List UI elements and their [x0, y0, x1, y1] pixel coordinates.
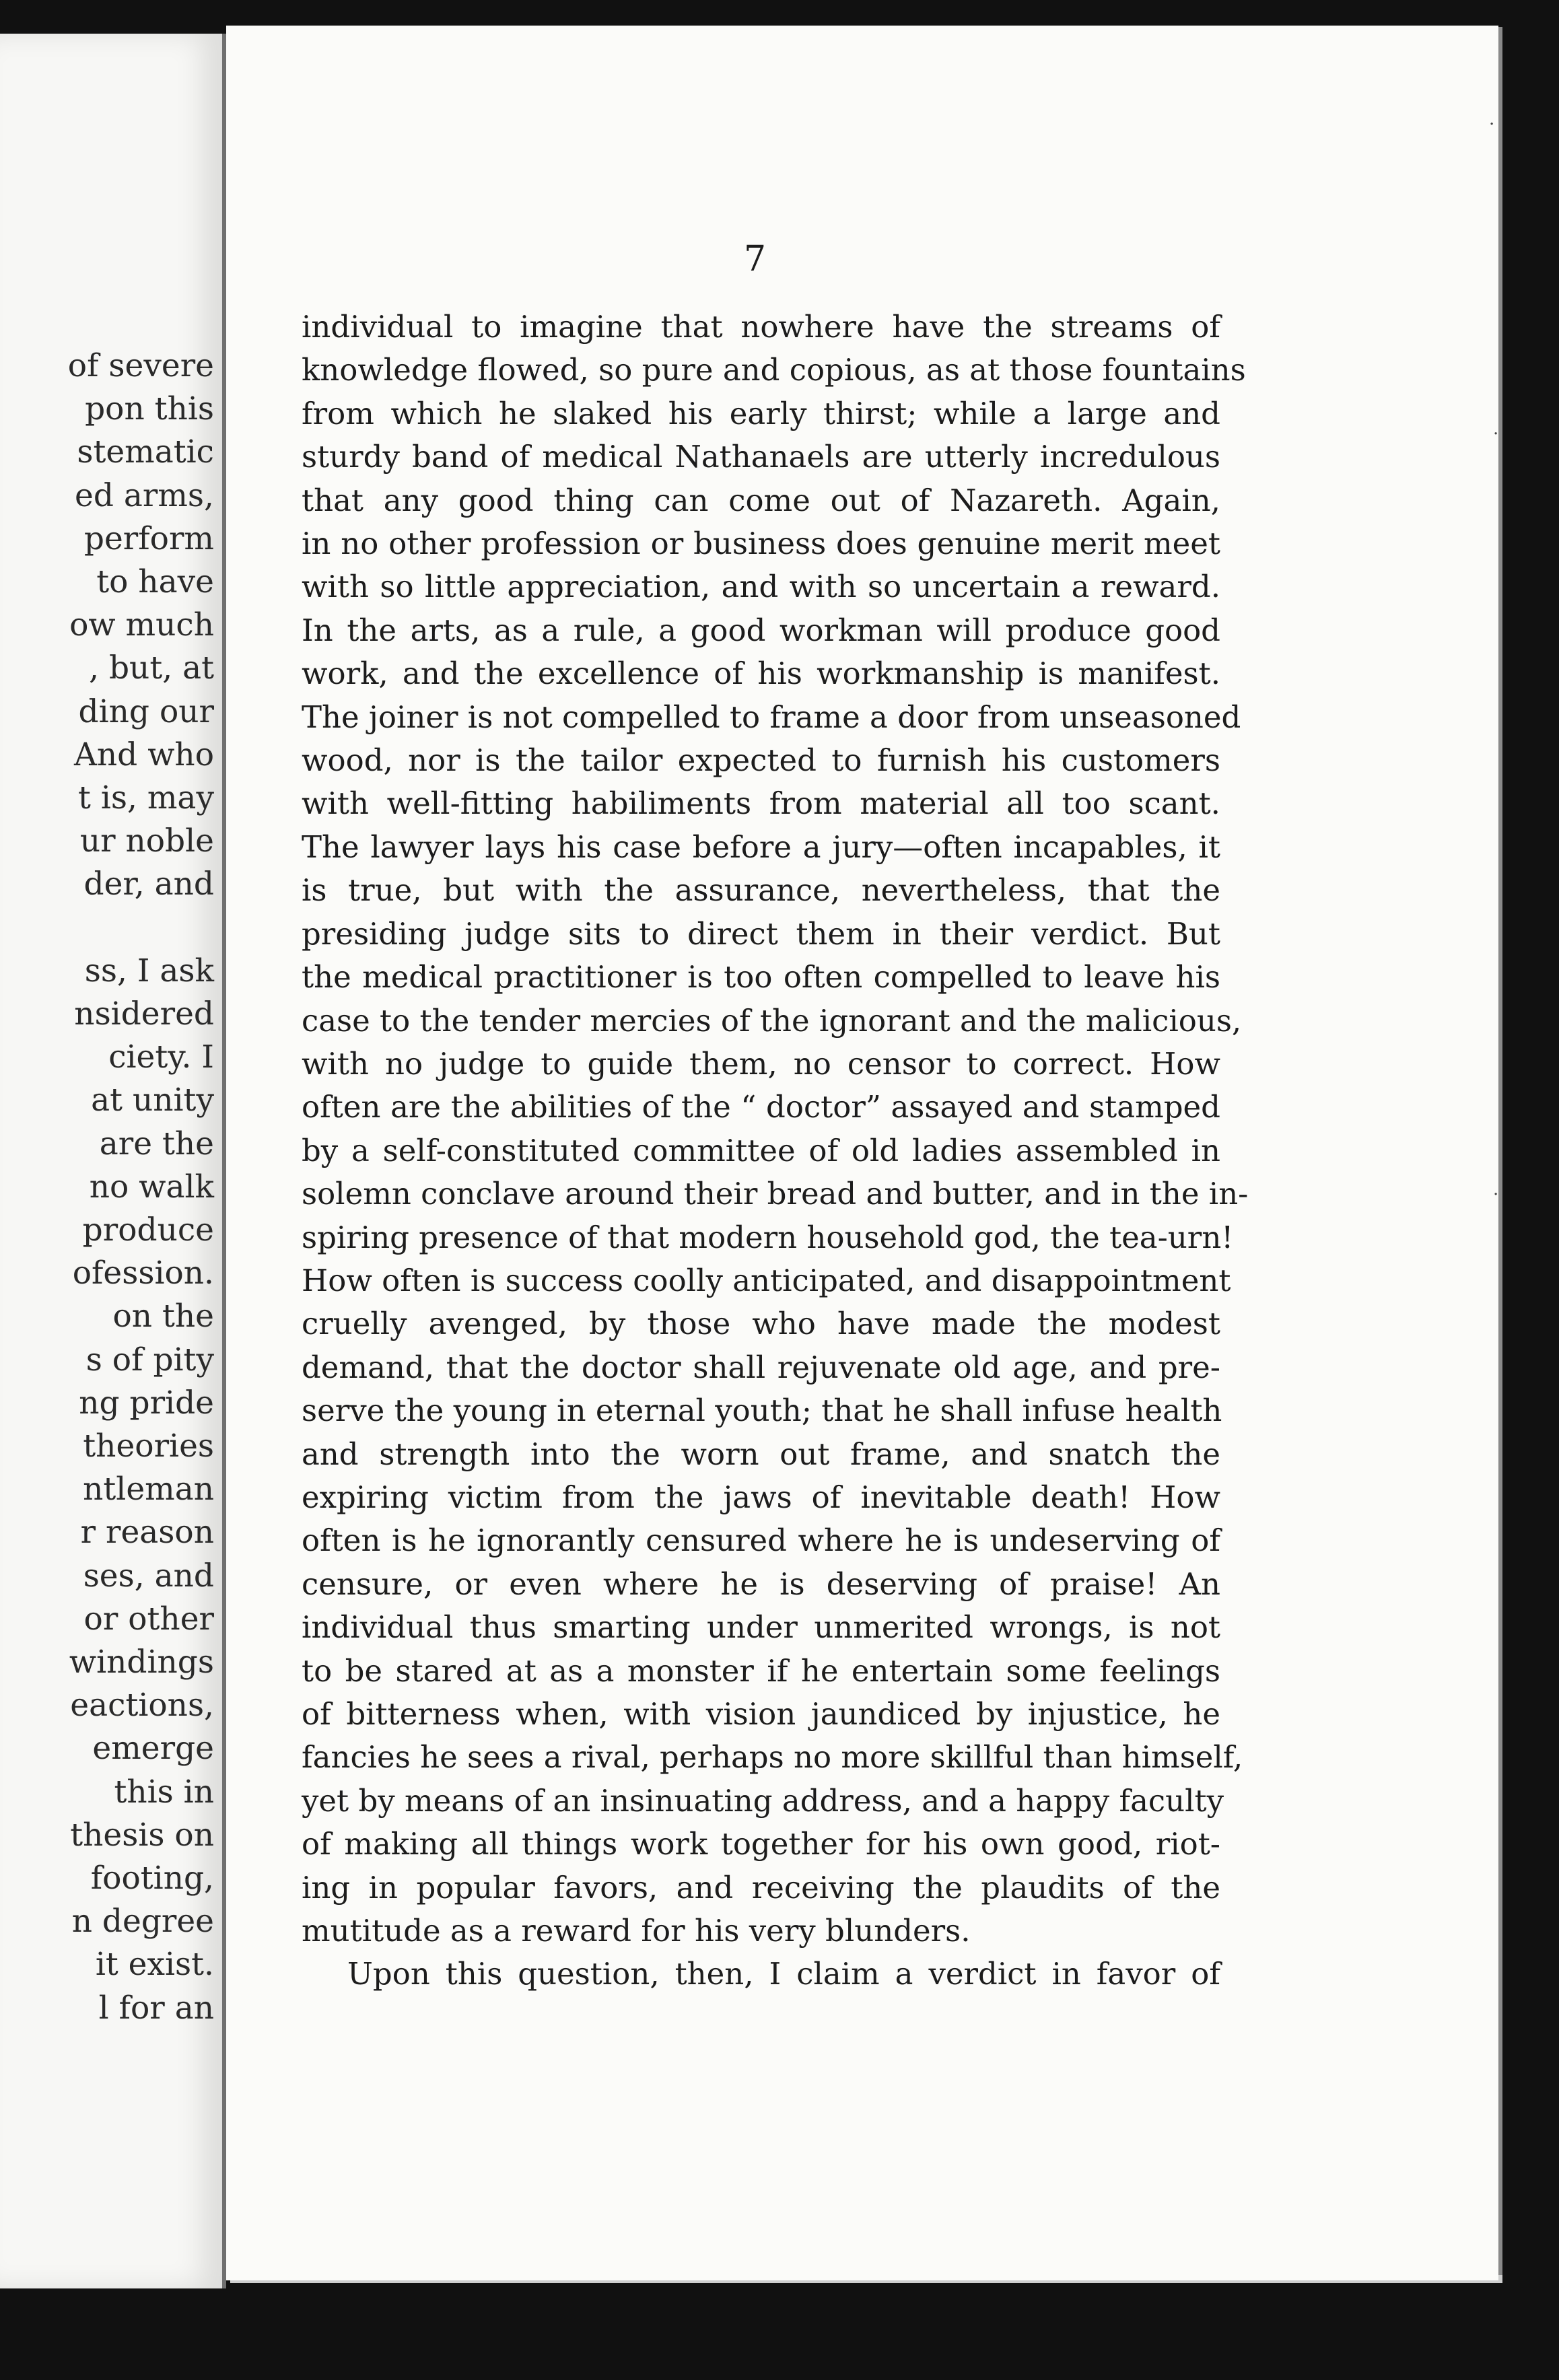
previous-page-fragment	[0, 34, 226, 2288]
previous-page-line: der, and	[83, 866, 214, 903]
previous-page-line: at unity	[91, 1082, 214, 1119]
text-line: often is he ignorantly censured where he is undeserving of	[302, 1523, 1220, 1559]
previous-page-line: perform	[83, 520, 214, 557]
text-line: fancies he sees a rival, perhaps no more skillful than himself,	[302, 1739, 1243, 1776]
previous-page-line: pon this	[85, 390, 214, 428]
text-line: from which he slaked his early thirst; while a large and	[302, 395, 1220, 431]
text-line: The lawyer lays his case before a jury—often incapables, it	[302, 829, 1220, 865]
text-line: is true, but with the assurance, nevertheless, that the	[302, 872, 1220, 909]
previous-page-line: l for an	[98, 1989, 214, 2027]
text-line: work, and the excellence of his workmanship is manifest.	[302, 656, 1220, 692]
text-line: and strength into the worn out frame, and snatch the	[302, 1436, 1220, 1472]
previous-page-line: t is, may	[78, 779, 214, 816]
previous-page-line: And who	[73, 736, 214, 773]
text-line: with well-fitting habiliments from material all too scant.	[302, 785, 1220, 822]
previous-page-line: this in	[114, 1773, 214, 1811]
previous-page-line: r reason	[80, 1514, 214, 1551]
previous-page-line: it exist.	[95, 1946, 214, 1984]
text-line: case to the tender mercies of the ignorant and the malicious,	[302, 1002, 1242, 1039]
body-text	[302, 306, 1249, 1996]
previous-page-line: eactions,	[70, 1687, 214, 1724]
text-line: In the arts, as a rule, a good workman will produce good	[302, 612, 1220, 648]
text-line: knowledge flowed, so pure and copious, as at those fountains	[302, 352, 1246, 388]
page-number: 7	[744, 239, 767, 279]
scan-speck: ·	[1493, 1185, 1499, 1205]
previous-page-line: ss, I ask	[84, 952, 214, 989]
previous-page-line: footing,	[90, 1860, 214, 1897]
previous-page-line: ding our	[78, 693, 214, 730]
text-line: of making all things work together for his own good, riot-	[302, 1826, 1220, 1862]
scan-speck: ·	[1493, 424, 1499, 444]
previous-page-line: windings	[69, 1644, 214, 1681]
previous-page-line: ow much	[69, 606, 214, 644]
previous-page-line: ofession.	[72, 1255, 214, 1292]
text-line: Upon this question, then, I claim a verdict in favor of	[347, 1956, 1220, 1992]
text-line: ing in popular favors, and receiving the plaudits of the	[302, 1869, 1220, 1905]
text-line: How often is success coolly anticipated, and disappointment	[302, 1262, 1231, 1298]
previous-page-line: n degree	[71, 1903, 214, 1940]
text-line: The joiner is not compelled to frame a door from unseasoned	[302, 699, 1241, 735]
text-line: of bitterness when, with vision jaundiced by injustice, he	[302, 1696, 1220, 1732]
text-line: to be stared at as a monster if he entertain some feelings	[302, 1652, 1220, 1689]
text-line: serve the young in eternal youth; that he shall infuse health	[302, 1393, 1222, 1429]
previous-page-line: thesis on	[70, 1816, 214, 1854]
previous-page-line: s of pity	[85, 1341, 214, 1378]
text-line: by a self-constituted committee of old ladies assembled in	[302, 1132, 1220, 1168]
text-line: solemn conclave around their bread and butter, and in the in-	[302, 1176, 1249, 1212]
previous-page-line: ntleman	[83, 1471, 214, 1508]
text-line: yet by means of an insinuating address, and a happy faculty	[302, 1782, 1224, 1819]
scan-speck: ·	[1489, 114, 1495, 135]
text-line: demand, that the doctor shall rejuvenate old age, and pre-	[302, 1349, 1220, 1385]
previous-page-line: ng pride	[79, 1384, 214, 1422]
text-line: wood, nor is the tailor expected to furnish his customers	[302, 742, 1220, 779]
previous-page-line: stematic	[77, 433, 214, 471]
text-line: cruelly avenged, by those who have made the modest	[302, 1306, 1220, 1342]
previous-page-line: are the	[99, 1125, 214, 1162]
text-line: with so little appreciation, and with so uncertain a reward.	[302, 569, 1220, 605]
text-line: presiding judge sits to direct them in their verdict. But	[302, 915, 1220, 952]
previous-page-line: nsidered	[74, 995, 214, 1032]
previous-page-line: to have	[96, 563, 214, 600]
previous-page-line: ciety. I	[108, 1039, 214, 1076]
previous-page-line: no walk	[89, 1168, 214, 1205]
previous-page-line: ses, and	[83, 1557, 214, 1595]
previous-page-line: ed arms,	[75, 477, 214, 514]
previous-page-line: or other	[83, 1600, 214, 1638]
previous-page-line: of severe	[67, 347, 214, 384]
text-line: sturdy band of medical Nathanaels are utterly incredulous	[302, 439, 1220, 475]
text-line: mutitude as a reward for his very blunders.	[302, 1913, 971, 1949]
text-line: with no judge to guide them, no censor to correct. How	[302, 1045, 1220, 1082]
text-line: the medical practitioner is too often compelled to leave his	[302, 959, 1220, 995]
text-line: often are the abilities of the “ doctor” assayed and stamped	[302, 1089, 1220, 1125]
text-line: individual thus smarting under unmerited wrongs, is not	[302, 1609, 1220, 1646]
text-line: expiring victim from the jaws of inevitable death! How	[302, 1479, 1220, 1515]
previous-page-line: theories	[83, 1428, 214, 1465]
previous-page-line: ur noble	[79, 823, 214, 860]
text-line: that any good thing can come out of Nazareth. Again,	[302, 482, 1220, 518]
text-line: individual to imagine that nowhere have the streams of	[302, 309, 1220, 345]
previous-page-line: produce	[82, 1212, 214, 1249]
text-line: in no other profession or business does genuine merit meet	[302, 526, 1220, 562]
previous-page-line: emerge	[92, 1730, 214, 1768]
text-line: censure, or even where he is deserving of praise! An	[302, 1566, 1220, 1602]
previous-page-line: , but, at	[89, 650, 214, 687]
text-line: spiring presence of that modern household god, the tea-urn!	[302, 1219, 1234, 1255]
page-edge	[1498, 27, 1502, 2275]
previous-page-line: on the	[112, 1298, 214, 1335]
